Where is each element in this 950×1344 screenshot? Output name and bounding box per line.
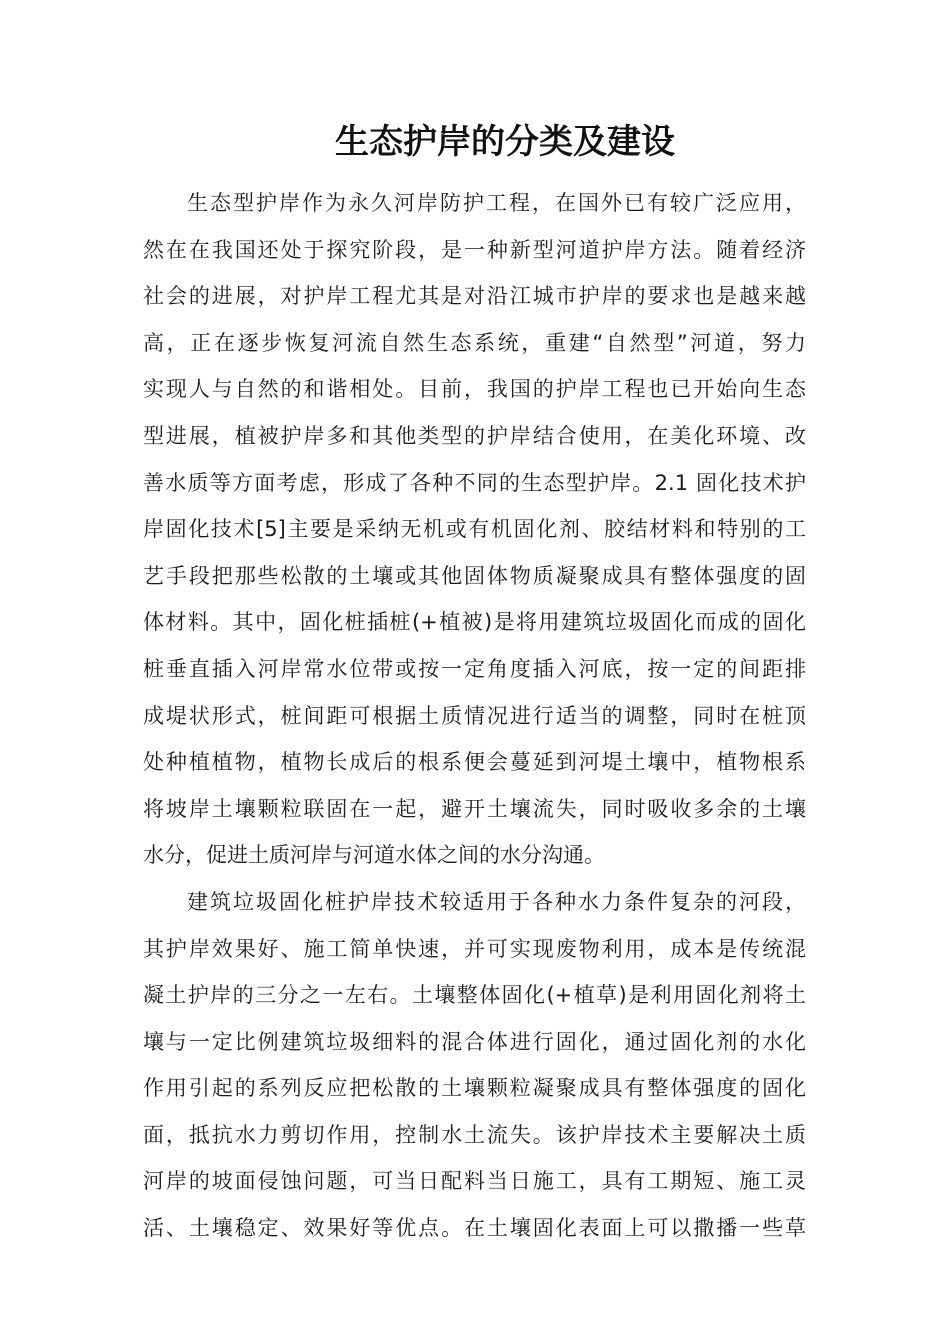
text-line: 生态型护岸作为永久河岸防护工程，在国外已有较广泛应用，	[187, 191, 806, 215]
text-line: 社会的进展，对护岸工程尤其是对沿江城市护岸的要求也是越来越	[143, 284, 806, 309]
text-line: 水分，促进土质河岸与河道水体之间的水分沟通。	[143, 843, 605, 868]
text-line: 成堤状形式，桩间距可根据土质情况进行适当的调整，同时在桩顶	[143, 703, 806, 728]
text-line: 作用引起的系列反应把松散的土壤颗粒凝聚成具有整体强度的固化	[143, 1076, 806, 1101]
text-line: 型进展，植被护岸多和其他类型的护岸结合使用，在美化环境、改	[143, 423, 806, 448]
text-line: 活、土壤稳定、效果好等优点。在土壤固化表面上可以撒播一些草	[143, 1216, 806, 1241]
document-body	[143, 180, 806, 1252]
paragraph-2	[143, 879, 806, 1252]
text-line: 壤与一定比例建筑垃圾细料的混合体进行固化，通过固化剂的水化	[143, 1029, 806, 1054]
document-title: 生态护岸的分类及建设	[335, 122, 675, 162]
text-line: 善水质等方面考虑，形成了各种不同的生态型护岸。2.1 固化技术护	[143, 470, 806, 495]
text-line: 河岸的坡面侵蚀问题，可当日配料当日施工，具有工期短、施工灵	[143, 1169, 806, 1194]
paragraph-1	[143, 180, 806, 879]
text-line: 将坡岸土壤颗粒联固在一起，避开土壤流失，同时吸收多余的土壤	[143, 796, 806, 821]
text-line: 凝土护岸的三分之一左右。土壤整体固化(+植草)是利用固化剂将土	[143, 983, 806, 1008]
text-line: 处种植植物，植物长成后的根系便会蔓延到河堤土壤中，植物根系	[143, 750, 806, 775]
text-line: 体材料。其中，固化桩插桩(+植被)是将用建筑垃圾固化而成的固化	[143, 610, 806, 635]
text-line: 面，抵抗水力剪切作用，控制水土流失。该护岸技术主要解决土质	[143, 1122, 806, 1147]
text-line: 实现人与自然的和谐相处。目前，我国的护岸工程也已开始向生态	[143, 377, 806, 402]
text-line: 然在在我国还处于探究阶段，是一种新型河道护岸方法。随着经济	[143, 237, 806, 262]
text-line: 建筑垃圾固化桩护岸技术较适用于各种水力条件复杂的河段，	[187, 889, 806, 914]
text-line: 桩垂直插入河岸常水位带或按一定角度插入河底，按一定的间距排	[143, 656, 806, 681]
text-line: 其护岸效果好、施工简单快速，并可实现废物利用，成本是传统混	[143, 936, 806, 961]
text-line: 艺手段把那些松散的土壤或其他固体物质凝聚成具有整体强度的固	[143, 563, 806, 588]
text-line: 高，正在逐步恢复河流自然生态系统，重建“自然型”河道，努力	[143, 330, 806, 355]
text-line: 岸固化技术[5]主要是采纳无机或有机固化剂、胶结材料和特别的工	[143, 517, 806, 542]
